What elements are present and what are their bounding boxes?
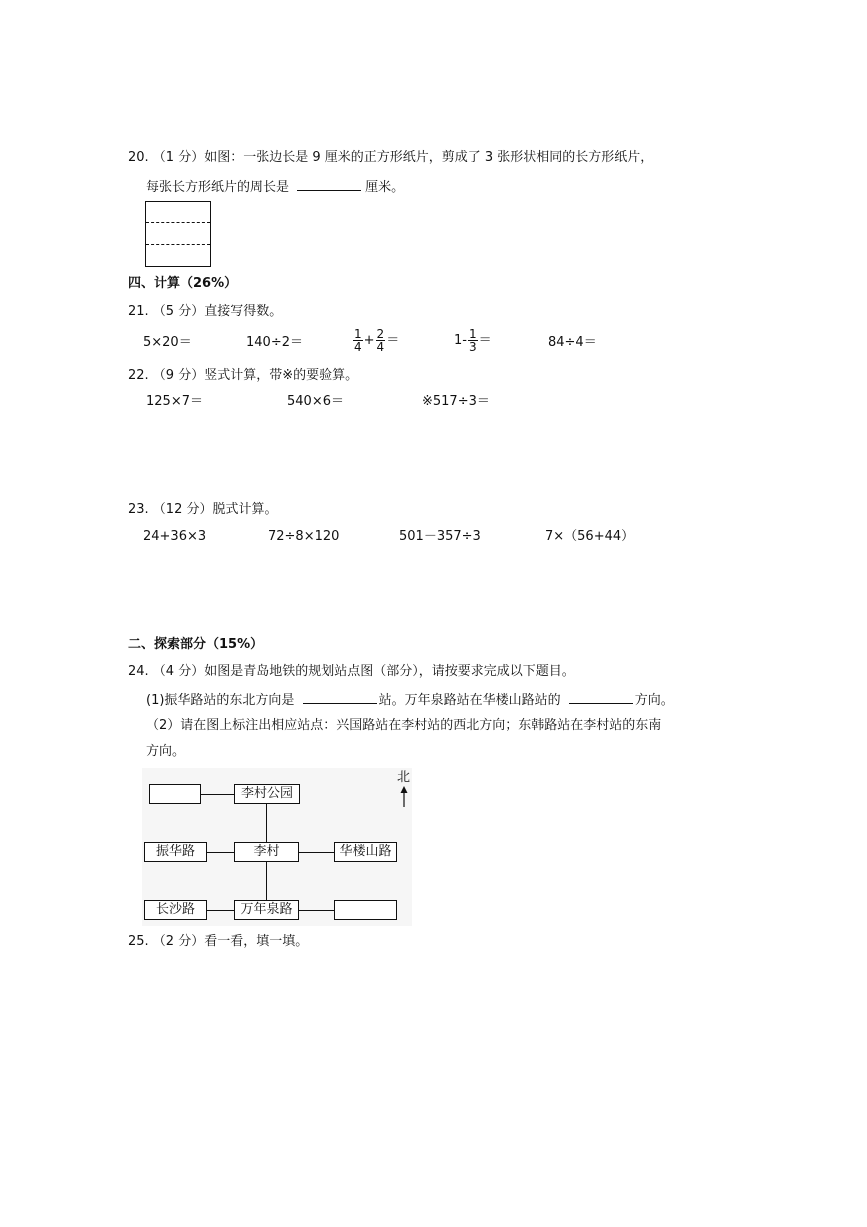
cut-line-2	[146, 244, 210, 245]
q21-title: 21. （5 分）直接写得数。	[128, 304, 283, 319]
q21-expr-4	[454, 327, 492, 355]
q20-answer-blank[interactable]	[297, 178, 361, 191]
fraction-2-4: $\frac{2}{4}$	[376, 327, 385, 354]
station-hualoushan: 华楼山路	[334, 842, 397, 862]
map-line-vertical-top	[266, 804, 267, 844]
q21-expr-3	[352, 327, 399, 355]
q24-part1-text-b: 站。万年泉路站在华楼山路站的	[378, 693, 561, 708]
q24-blank-1[interactable]	[303, 691, 377, 704]
station-zhenhua: 振华路	[144, 842, 207, 862]
q24-part2-line1: （2）请在图上标注出相应站点：兴国路站在李村站的西北方向；东韩路站在李村站的东南	[146, 718, 662, 733]
equals-sign: ＝	[478, 333, 492, 348]
q24-part1-text-a: (1)振华路站的东北方向是	[146, 693, 295, 708]
fraction-1-4: $\frac{1}{4}$	[354, 327, 362, 354]
plus-sign: +	[363, 333, 375, 348]
square-paper-figure	[145, 201, 211, 267]
station-changsha: 长沙路	[144, 900, 207, 920]
q22-expr-1: 125×7＝	[146, 394, 203, 409]
section-2-title: 二、探索部分（15%）	[128, 637, 264, 652]
q22-expr-2: 540×6＝	[287, 394, 344, 409]
q24-title: 24. （4 分）如图是青岛地铁的规划站点图（部分），请按要求完成以下题目。	[128, 664, 575, 679]
q21-expr-2: 140÷2＝	[246, 335, 303, 350]
station-blank-top-left[interactable]	[149, 784, 201, 804]
q22-title: 22. （9 分）竖式计算，带※的要验算。	[128, 368, 359, 383]
section-4-title: 四、计算（26%）	[128, 276, 238, 291]
q23-expr-3: 501－357÷3	[399, 529, 481, 544]
q24-part1	[146, 691, 674, 709]
equals-sign: ＝	[386, 333, 400, 348]
q20-line1: 20. （1 分）如图：一张边长是 9 厘米的正方形纸片，剪成了 3 张形状相同的长方形纸片，	[128, 150, 654, 165]
map-line-bottom-left	[206, 910, 234, 911]
q20-line2	[146, 178, 404, 196]
station-blank-bottom-right[interactable]	[334, 900, 397, 920]
map-line-bottom-right	[298, 910, 334, 911]
q20-text-a: 每张长方形纸片的周长是	[146, 180, 290, 195]
q20-text-b: 厘米。	[365, 180, 405, 195]
station-licun-park: 李村公园	[234, 784, 300, 804]
cut-line-1	[146, 222, 210, 223]
map-line-middle-right	[298, 852, 334, 853]
q23-title: 23. （12 分）脱式计算。	[128, 502, 278, 517]
station-licun: 李村	[234, 842, 299, 862]
q23-expr-2: 72÷8×120	[268, 529, 340, 544]
q23-expr-4: 7×（56+44）	[545, 529, 635, 544]
fraction-1-3: $\frac{1}{3}$	[468, 327, 477, 354]
north-label: 北	[397, 770, 411, 785]
map-line-top-left	[200, 794, 234, 795]
q24-part1-text-c: 方向。	[634, 693, 674, 708]
q24-blank-2[interactable]	[569, 691, 633, 704]
north-arrow-icon	[398, 786, 410, 808]
q21-expr-5: 84÷4＝	[548, 335, 597, 350]
station-wannianquan: 万年泉路	[234, 900, 299, 920]
q23-expr-1: 24+36×3	[143, 529, 207, 544]
q21-expr-1: 5×20＝	[143, 335, 192, 350]
map-line-middle-left	[206, 852, 234, 853]
map-line-vertical-bottom	[266, 862, 267, 902]
one-minus: 1-	[454, 333, 467, 348]
q24-part2-line2: 方向。	[146, 744, 186, 759]
q22-expr-3: ※517÷3＝	[422, 394, 490, 409]
q25-title: 25. （2 分）看一看，填一填。	[128, 934, 309, 949]
